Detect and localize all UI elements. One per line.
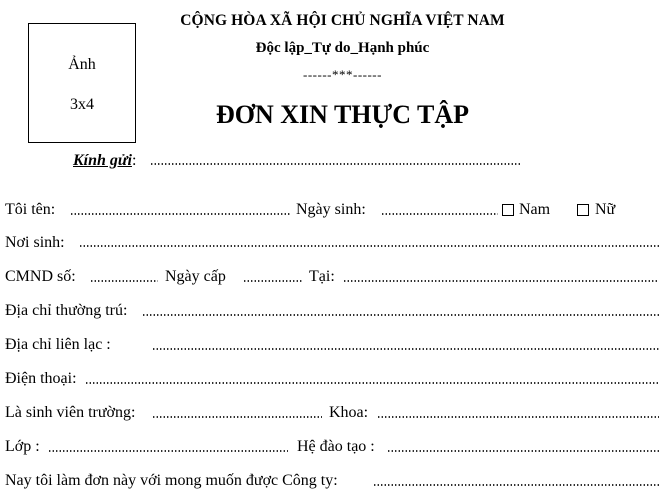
- dob-field[interactable]: [381, 213, 498, 215]
- recipient-label: Kính gửi: [73, 152, 132, 169]
- recipient-field[interactable]: [150, 163, 520, 165]
- training-system-label: Hệ đào tạo :: [297, 438, 375, 455]
- class-field[interactable]: [48, 450, 288, 452]
- male-label: Nam: [519, 201, 551, 218]
- recipient-line: [73, 152, 136, 170]
- faculty-field[interactable]: [377, 416, 659, 418]
- contact-address-field[interactable]: [152, 348, 659, 350]
- birthplace-field[interactable]: [79, 245, 659, 247]
- university-field[interactable]: [152, 416, 322, 418]
- university-label: Là sinh viên trường:: [5, 404, 136, 421]
- issue-date-label: Ngày cấp: [165, 268, 226, 285]
- female-label: Nữ: [595, 201, 616, 218]
- recipient-colon: :: [131, 152, 137, 169]
- id-number-label: CMND số:: [5, 268, 76, 285]
- phone-field[interactable]: [85, 382, 659, 384]
- name-label: Tôi tên:: [5, 201, 56, 218]
- phone-label: Điện thoại:: [5, 370, 77, 387]
- contact-address-label: Địa chỉ liên lạc :: [5, 336, 111, 353]
- class-label: Lớp :: [5, 438, 40, 455]
- dob-label: Ngày sinh:: [296, 201, 366, 218]
- permanent-address-field[interactable]: [142, 314, 659, 316]
- faculty-label: Khoa:: [329, 404, 369, 421]
- id-number-field[interactable]: [90, 280, 158, 282]
- company-field[interactable]: [373, 484, 659, 486]
- name-field[interactable]: [70, 213, 290, 215]
- issue-place-field[interactable]: [343, 280, 659, 282]
- female-checkbox[interactable]: [577, 204, 589, 216]
- training-system-field[interactable]: [387, 450, 659, 452]
- photo-box: [28, 23, 136, 143]
- male-checkbox[interactable]: [502, 204, 514, 216]
- permanent-address-label: Địa chỉ thường trú:: [5, 302, 128, 319]
- photo-label: Ảnh: [68, 56, 96, 73]
- separator: ------***------: [303, 67, 382, 82]
- birthplace-label: Nơi sinh:: [5, 234, 65, 251]
- issue-date-field[interactable]: [243, 280, 303, 282]
- nation-heading: CỘNG HÒA XÃ HỘI CHỦ NGHĨA VIỆT NAM: [180, 12, 505, 29]
- document-title: ĐƠN XIN THỰC TẬP: [215, 100, 470, 129]
- motto: Độc lập_Tự do_Hạnh phúc: [255, 40, 430, 56]
- issue-place-label: Tại:: [309, 268, 335, 285]
- photo-size: 3x4: [70, 96, 94, 113]
- request-label: Nay tôi làm đơn này với mong muốn được Công ty:: [5, 472, 338, 489]
